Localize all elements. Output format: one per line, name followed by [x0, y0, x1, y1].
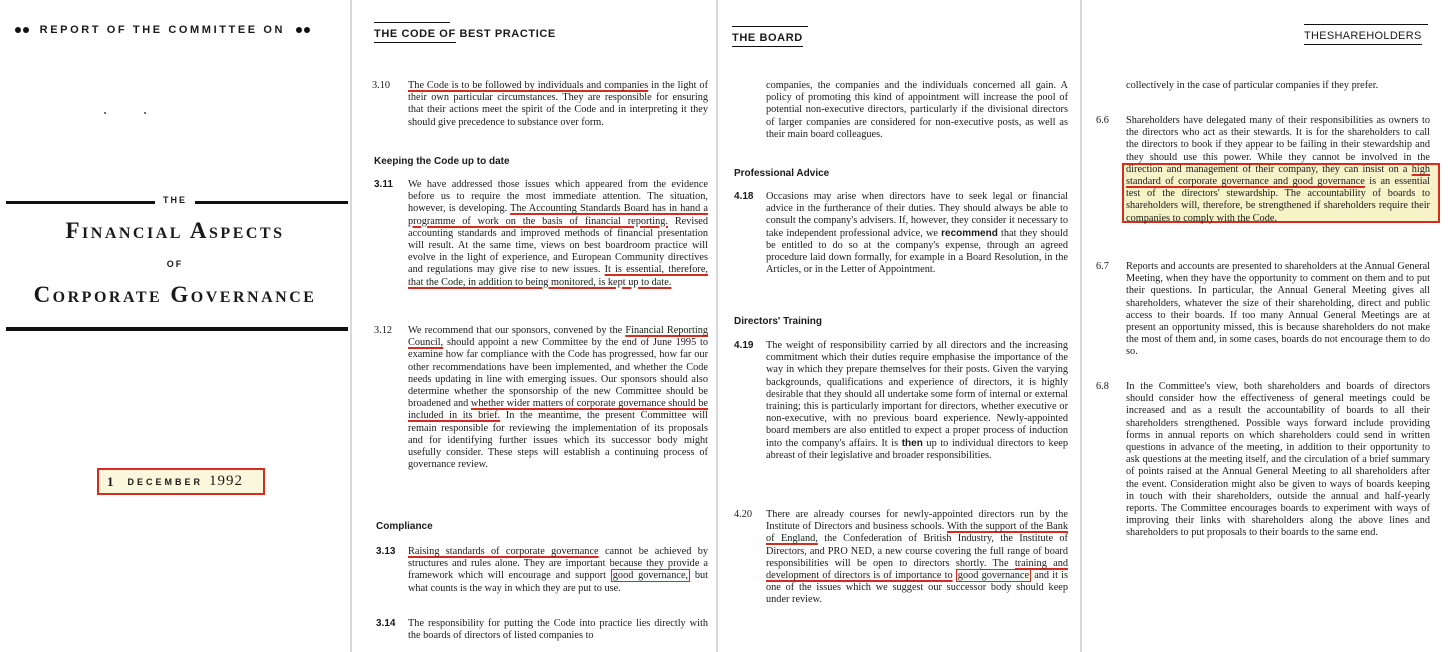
paragraph-6-8 [1096, 381, 1430, 540]
paragraph-text: and it is one of the issues which we suggest our successor body should keep under review. [766, 570, 1069, 606]
paragraph-text: Occasions may arise when directors have to seek legal or financial advice in the furtherance of their duties. They should always be able to consult the company's advisers. If, however, they consider it necessary to take independent professional advice, we [766, 191, 1068, 239]
date-day: 1 [107, 473, 114, 489]
paragraph-text: up to individual directors to keep abreast of their legislative and broader responsibilities. [766, 437, 1068, 461]
paragraph-number: 4.19 [734, 340, 754, 351]
paragraph-text: the Confederation of British Industry, the Institute of Directors, and PRO NED, a new course covering the full range of board responsibilities will be open to directors shortly. The [766, 533, 1068, 569]
paragraph-number: 3.10 [372, 80, 391, 91]
boxed-phrase: good governance, [612, 570, 689, 582]
header-rule [374, 22, 450, 23]
the-shareholders-page [1082, 0, 1456, 652]
paragraph-number: 3.13 [376, 546, 396, 557]
section-heading: Keeping the Code up to date [374, 156, 510, 167]
paragraph-3-11 [374, 179, 708, 289]
paragraph-text: cannot be achieved by structures and rules alone. They are important because they provide a framework which will encourage and support [408, 546, 708, 582]
bullet-icon [304, 27, 310, 33]
paragraph-6-7 [1096, 261, 1430, 359]
highlighted-phrase: Raising standards of corporate governance [408, 546, 599, 557]
cover-of-label: OF [166, 259, 184, 269]
page-header-text: THE BOARD [732, 32, 803, 47]
paragraph-text: collectively in the case of particular companies if they prefer. [1126, 80, 1379, 91]
highlighted-phrase: The Code is to be followed by individuals and companies [408, 80, 649, 91]
the-board-page [718, 0, 1080, 652]
bullet-icon [15, 27, 21, 33]
paragraph-text: should appoint a new Committee by the end of June 1995 to examine how far compliance with the Code has progressed, how far our other recommendations have been implemented, and whether the Code needs updating in line with emerging issues. Our sponsors should also determine whether the sponsorship of the new Committee should be broadened and [408, 337, 708, 410]
paragraph-text: The responsibility for putting the Code into practice lies directly with the boards of directors of listed companies to [408, 618, 708, 642]
paragraph-text: In the meantime, the present Committee will remain responsible for reviewing the implementation of its proposals and for identifying further issues which its successor body might usefully consider. These steps will establish a continuing process of governance review. [408, 410, 708, 471]
cover-the-label: THE [0, 195, 350, 205]
section-heading: Directors' Training [734, 316, 822, 327]
paragraph-text: The weight of responsibility carried by all directors and the increasing commitment which their duties require emphasise the importance of the way in which they prepare themselves for their posts. Given the varying backgrounds, qualifications and experience of directors, it is highly desirable that they should all undertake some form of internal or external training; this is particularly important for directors, whether executive or non-executive, with no previous board experience. Newly-appointed board members are also entitled to expect a proper process of induction into the company's affairs. It is [766, 340, 1068, 449]
paragraph-text: in the light of their own particular circumstances. They are responsible for ensuring that their actions meet the spirit of the Code and in interpreting it they should give precedence to substance over form. [408, 80, 709, 128]
section-heading: Compliance [376, 521, 433, 532]
highlighted-passage: is an essential test of the directors' stewardship. The accountability of boards to shareholders [1126, 176, 1430, 212]
emphasis-word: then [901, 437, 923, 449]
paragraph-number: 6.8 [1096, 381, 1109, 392]
paragraph-3-13 [376, 546, 708, 595]
paragraph-text: Shareholders have delegated many of their responsibilities as owners to the directors who act as their stewards. It is for the shareholders to call the directors to book if they appear to be failing in their stewardship and they should [1126, 115, 1430, 163]
page-header [374, 28, 556, 40]
emphasis-word: recommend [941, 227, 998, 239]
cover-page [0, 0, 350, 652]
date-month: DECEMBER [127, 476, 204, 487]
paragraph-continued [766, 80, 1068, 141]
paragraph-text: that they should be entitled to do so at the company's expense, through an agreed procedure laid down formally, for example in a Board Resolution, in the Articles, or in the Letter of Appointment. [766, 227, 1068, 276]
paragraph-number: 4.20 [734, 509, 753, 520]
paragraph-text: There are already courses for newly-appointed directors run by the Institute of Directors and business schools. [766, 509, 1068, 533]
section-heading: Professional Advice [734, 168, 830, 179]
cover-title-line2: Corporate Governance [33, 282, 317, 307]
paragraph-text: but what counts is the way in which they are put to use. [408, 570, 709, 594]
page-header-b: BEST PRACTICE [459, 28, 556, 40]
paragraph-number: 6.7 [1096, 261, 1109, 272]
page-header-text: THESHAREHOLDERS [1304, 30, 1422, 45]
paragraph-text: companies, the companies and the individuals concerned all gain. A policy of promoting this kind of appointment will increase the pool of potential non-executive directors, particularly if the divisional directors of larger companies are considered for non-executive posts, as well as their main board colleagues. [766, 80, 1068, 140]
highlighted-phrase: training and development of directors is of importance to [766, 557, 1068, 582]
paragraph-3-10 [372, 80, 708, 129]
paragraph-text: In the Committee's view, both shareholders and boards of directors should consider how the effectiveness of general meetings could be increased and as a result the accountability of boards to all their shareholders strengthened. Possible ways forward include providing forms in annual reports on which shareholders could send in written questions in advance of the meeting, in addition to their opportunity to ask questions at the meeting itself, and the circulation of a brief summary of points raised at the Annual General Meeting to all shareholders after the event. Consideration might also be given to ways of boards keeping in touch with their shareholders, outside the annual and half-yearly reports. The Committee encourages boards to experiment with ways of improving their links with shareholders along the above lines and shareholders to put proposals to their boards to the same end. [1126, 381, 1430, 539]
page-header [732, 32, 803, 44]
paragraph-text: We recommend that our sponsors, convened by the [408, 325, 626, 336]
paragraph-number: 3.12 [374, 325, 393, 336]
speck-mark [104, 112, 106, 114]
bullet-icon [23, 27, 29, 33]
paragraph-text: Reports and accounts are presented to shareholders at the Annual General Meeting, when they have the opportunity to comment on them and to put their questions. In particular, the Annual General Meeting gives all shareholders, whatever the size of their shareholding, direct and public access to their boards. If too many Annual General Meetings are at present an opportunity missed, this is because shareholders do not make the most of them and, in some cases, boards do not encourage them to do so. [1126, 261, 1430, 358]
paragraph-number: 6.6 [1096, 115, 1109, 126]
paragraph-4-20 [734, 509, 1068, 607]
paragraph-text: Revised accounting standards and improved methods of financial presentation will result. At the same time, views on best boardroom practice will evolve in the light of experience, and European Community directives and regulations may give rise to new issues. [408, 215, 708, 276]
cover-bottom-rule [6, 327, 348, 331]
cover-header [14, 24, 344, 36]
paragraph-3-12 [374, 325, 708, 471]
bullet-icon [296, 27, 302, 33]
highlighted-phrase: With the support of the Bank of England, [766, 521, 1068, 545]
cover-header-text: REPORT OF THE COMMITTEE ON [39, 24, 286, 36]
paragraph-continued [1126, 80, 1430, 92]
date-year: 1992 [209, 473, 244, 489]
paragraph-3-14 [376, 618, 708, 642]
paragraph-number: 3.14 [376, 618, 396, 629]
highlighted-phrase: It is essential, therefore, that the Code, in addition to being monitored, is kept up to date. [408, 264, 708, 288]
paragraph-text: will, therefore, be strengthened if shareholders require their companies to comply with the Code. [1126, 200, 1430, 224]
highlighted-phrase: whether wider matters of corporate governance should be included in its brief. [408, 398, 708, 422]
highlighted-phrase: Financial Reporting Council, [408, 325, 709, 349]
paragraph-text: We have addressed those issues which appeared from the evidence before us to require the most immediate attention. The situation, however, is developing. [408, 179, 708, 215]
highlighted-phrase: high standard of corporate governance and good governance [1126, 163, 1430, 188]
paragraph-number: 4.18 [734, 191, 754, 202]
header-rule [1304, 24, 1428, 25]
page-header [1304, 30, 1422, 42]
speck-mark [144, 112, 146, 114]
header-rule [732, 26, 808, 27]
highlighted-phrase: The Accounting Standards Board has in hand a programme of work on the basis of financial reporting. [408, 203, 708, 227]
code-of-best-practice-page [352, 0, 716, 652]
page-header-a: THE CODE OF [374, 28, 456, 43]
cover-title-line1: Financial Aspects [65, 218, 285, 243]
paragraph-number: 3.11 [374, 179, 393, 190]
cover-date [97, 468, 265, 495]
paragraph-4-18 [734, 191, 1068, 276]
highlighted-passage: use this power. While they cannot be involved in the direction and management of their company, they can insist on a [1126, 151, 1430, 175]
paragraph-6-6 [1096, 115, 1430, 225]
boxed-phrase: good governance [957, 570, 1030, 582]
paragraph-4-19 [734, 340, 1068, 462]
